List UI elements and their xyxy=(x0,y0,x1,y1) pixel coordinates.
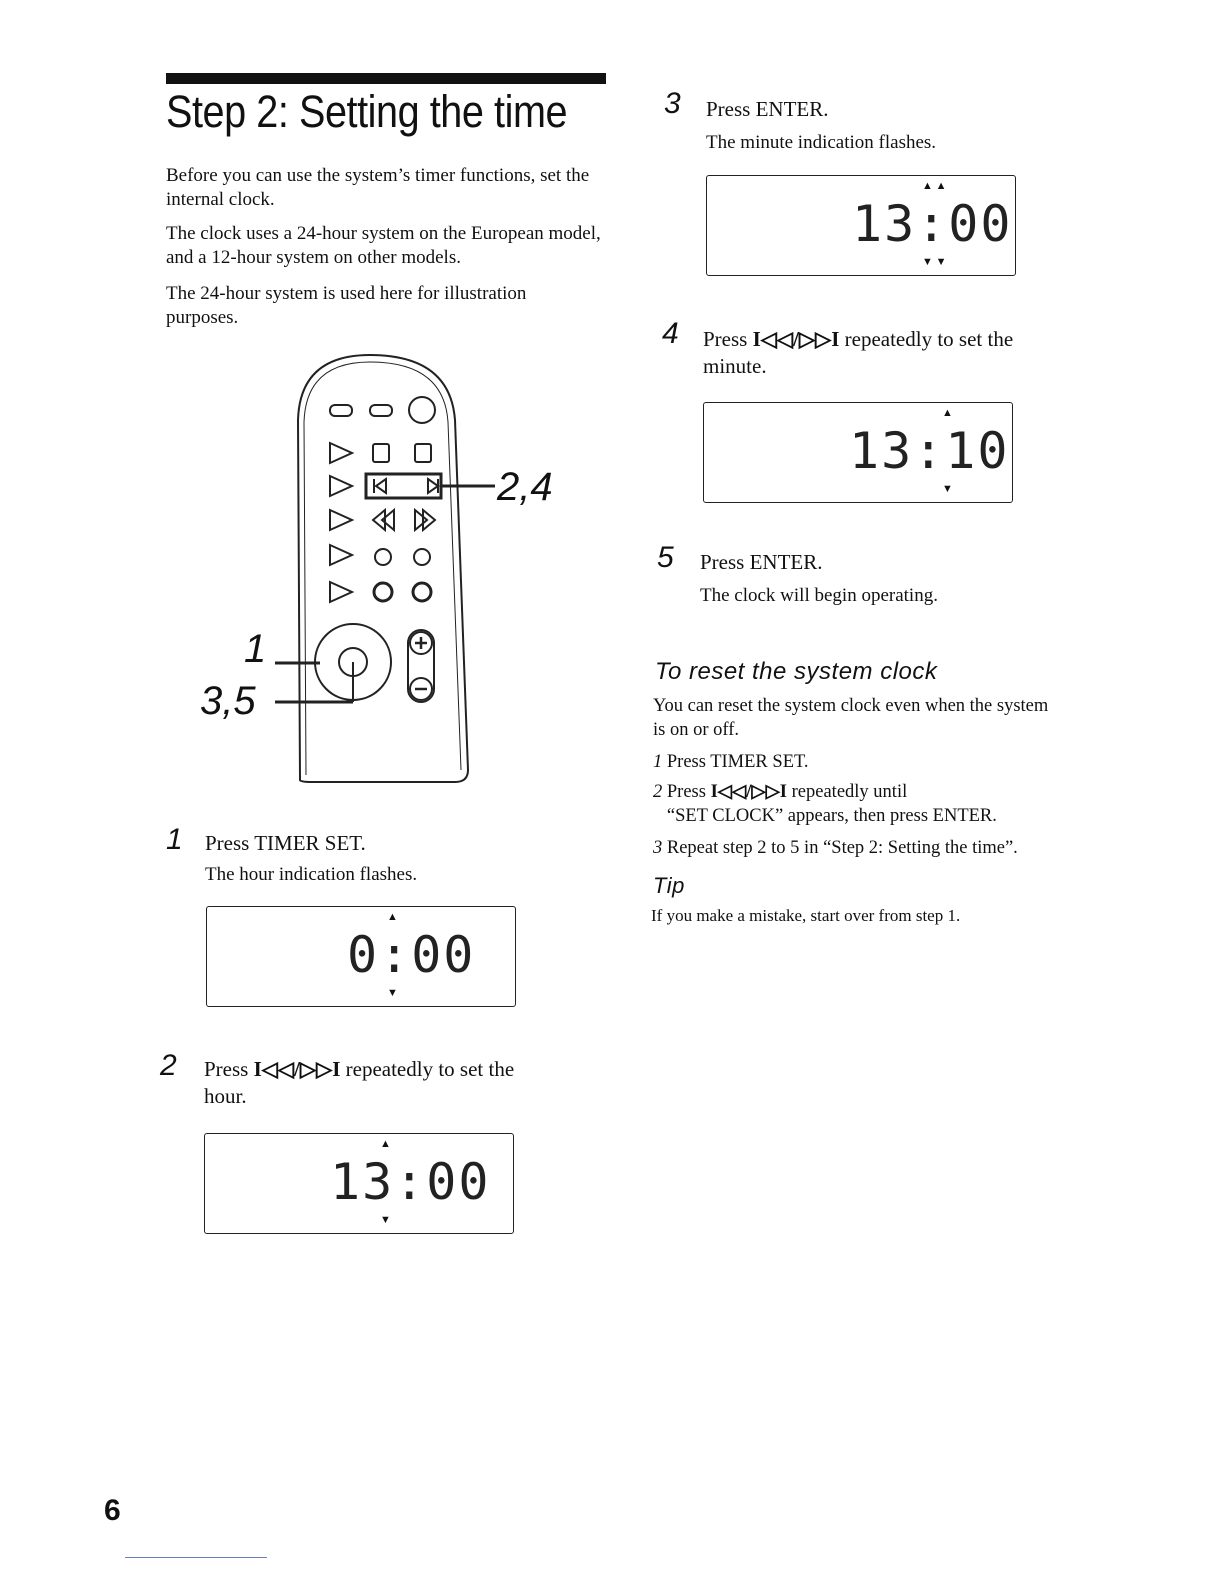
item-text-post: repeatedly until xyxy=(791,782,908,802)
step-number: 5 xyxy=(657,541,674,574)
reset-heading: To reset the system clock xyxy=(655,658,938,685)
display-digits: 13:00 xyxy=(330,1153,491,1211)
step-number: 2 xyxy=(160,1049,177,1082)
tip-text: If you make a mistake, start over from step 1. xyxy=(651,906,961,925)
callout-3-5: 3,5 xyxy=(200,679,256,723)
step-text-cont: hour. xyxy=(204,1084,247,1108)
flash-up-arrow-icon: ▲ ▲ xyxy=(922,180,947,192)
item-number: 1 xyxy=(653,752,663,772)
clock-display xyxy=(204,1133,514,1234)
step-text-pre: Press xyxy=(703,327,748,351)
page-number: 6 xyxy=(104,1494,121,1527)
intro-paragraph: The 24-hour system is used here for illustration purposes. xyxy=(166,283,527,328)
tip-heading: Tip xyxy=(653,873,685,898)
display-digits: 13:00 xyxy=(852,195,1013,253)
step-text-pre: Press xyxy=(204,1057,249,1081)
clock-display xyxy=(703,402,1013,503)
step-text xyxy=(204,1056,514,1110)
item-number: 3 xyxy=(653,838,663,858)
flash-up-arrow-icon: ▲ xyxy=(380,1138,391,1150)
flash-down-arrow-icon: ▼ xyxy=(387,987,398,999)
skip-keys-icon: I◁◁/▷▷I xyxy=(752,327,840,351)
intro-paragraph: The clock uses a 24-hour system on the European model, and a 12-hour system on other models. xyxy=(166,223,601,268)
item-text-cont: “SET CLOCK” appears, then press ENTER. xyxy=(666,806,997,826)
clock-display xyxy=(706,175,1016,276)
footer-line xyxy=(125,1557,267,1558)
step-subtext: The clock will begin operating. xyxy=(700,585,938,606)
flash-down-arrow-icon: ▼ xyxy=(380,1214,391,1226)
clock-display xyxy=(206,906,516,1007)
item-text-pre: Press xyxy=(666,782,706,802)
step-text-cont: minute. xyxy=(703,354,767,378)
step-subtext: The hour indication flashes. xyxy=(205,864,418,885)
display-digits: 13:10 xyxy=(849,422,1010,480)
item-text: Repeat step 2 to 5 in “Step 2: Setting the time”. xyxy=(666,838,1018,858)
step-number: 4 xyxy=(662,317,679,350)
display-digits: 0:00 xyxy=(347,926,476,984)
step-text-post: repeatedly to set the xyxy=(844,327,1014,351)
skip-keys-icon: I◁◁/▷▷I xyxy=(253,1057,341,1081)
reset-item xyxy=(653,836,1018,860)
reset-item xyxy=(653,780,997,828)
callout-2-4: 2,4 xyxy=(497,465,553,509)
item-number: 2 xyxy=(653,782,663,802)
step-number: 3 xyxy=(664,87,681,120)
flash-up-arrow-icon: ▲ xyxy=(387,911,398,923)
skip-keys-icon: I◁◁/▷▷I xyxy=(710,782,788,802)
step-text: Press ENTER. xyxy=(700,550,823,574)
step-number: 1 xyxy=(166,823,183,856)
flash-down-arrow-icon: ▼ xyxy=(942,483,953,495)
step-text: Press TIMER SET. xyxy=(205,831,366,855)
step-text xyxy=(703,326,1013,380)
step-text: Press ENTER. xyxy=(706,97,829,121)
step-subtext: The minute indication flashes. xyxy=(706,132,937,153)
callout-1: 1 xyxy=(244,627,267,671)
reset-body: You can reset the system clock even when the system is on or off. xyxy=(653,696,1049,740)
intro-paragraph: Before you can use the system’s timer functions, set the internal clock. xyxy=(166,165,590,210)
flash-up-arrow-icon: ▲ xyxy=(942,407,953,419)
page-title: Step 2: Setting the time xyxy=(166,86,568,137)
title-rule xyxy=(166,73,606,84)
remote-control-illustration xyxy=(190,350,590,790)
reset-item xyxy=(653,750,809,774)
flash-down-arrow-icon: ▼ ▼ xyxy=(922,256,947,268)
step-text-post: repeatedly to set the xyxy=(345,1057,515,1081)
item-text: Press TIMER SET. xyxy=(666,752,809,772)
